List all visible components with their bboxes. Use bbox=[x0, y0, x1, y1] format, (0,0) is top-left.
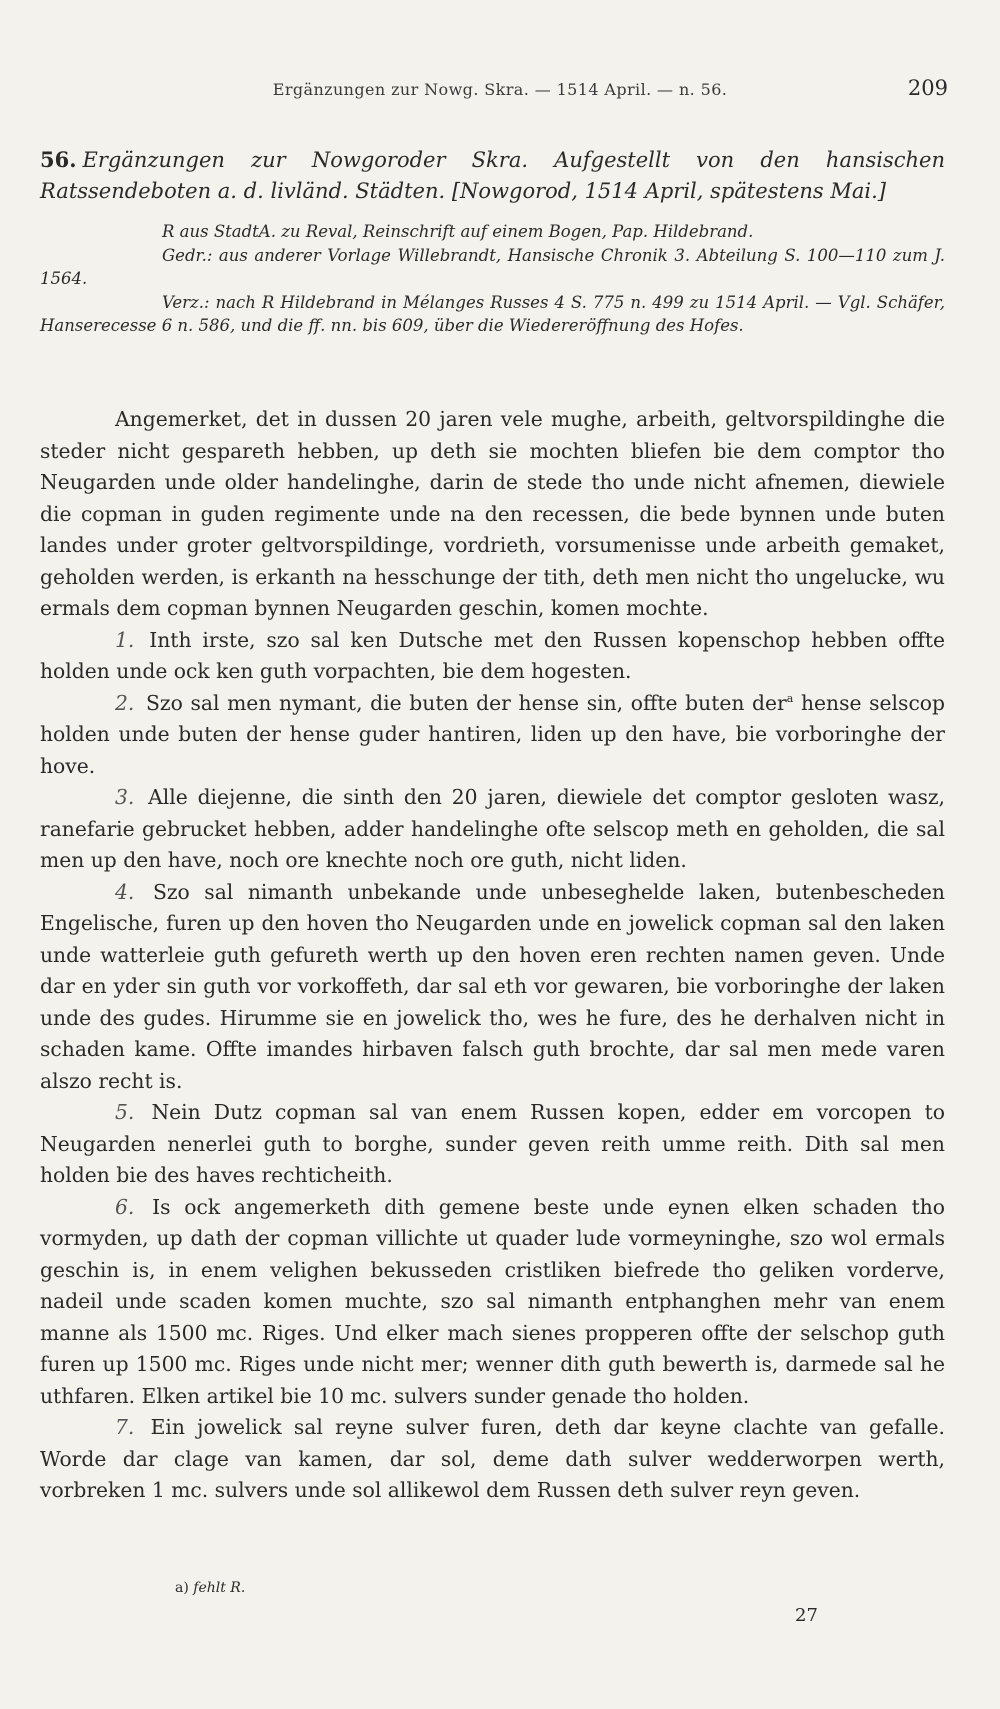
article-number: 4. bbox=[115, 879, 135, 904]
article-text: Alle diejenne, die sinth den 20 jaren, diewiele det comptor gesloten wasz, ranefarie gebrucket hebben, adder handelinghe ofte selscop meth en geholden, die sal men up den have, noch ore knechte noch ore guth, nicht liden. bbox=[40, 785, 945, 872]
document-title: Ergänzungen zur Nowgoroder Skra. Aufgestellt von den hansischen Ratssendeboten a. d. livländ. Städten. [Nowgorod, 1514 April, spätestens Mai.] bbox=[40, 148, 945, 203]
article-3 bbox=[40, 782, 945, 877]
footnote-marker: a bbox=[786, 691, 794, 705]
apparatus-printed: Gedr.: aus anderer Vorlage Willebrandt, Hansische Chronik 3. Abteilung S. 100—110 zum J. 1564. bbox=[40, 245, 945, 288]
article-2 bbox=[40, 688, 945, 783]
article-7 bbox=[40, 1412, 945, 1507]
apparatus-source: R aus StadtA. zu Reval, Reinschrift auf einem Bogen, Pap. Hildebrand. bbox=[162, 222, 754, 241]
document-heading bbox=[40, 144, 945, 207]
article-4 bbox=[40, 877, 945, 1098]
article-number: 1. bbox=[115, 627, 135, 652]
article-number: 5. bbox=[115, 1100, 135, 1124]
document-number: 56. bbox=[40, 147, 77, 172]
page-number: 209 bbox=[907, 76, 948, 100]
article-number: 3. bbox=[115, 785, 135, 809]
article-text: Nein Dutz copman sal van enem Russen kopen, edder em vorcopen to Neugarden nenerlei guth to borghe, sunder geven reith umme reith. Dith sal men holden bie des haves rechticheith. bbox=[40, 1100, 945, 1187]
page-header bbox=[52, 76, 948, 110]
document-body bbox=[40, 404, 945, 1507]
article-number: 7. bbox=[115, 1415, 135, 1439]
intro-paragraph: Angemerket, det in dussen 20 jaren vele mughe, arbeith, geltvorspildinghe die steder nicht gespareth hebben, up deth sie mochten bliefen bie dem comptor tho Neugarden unde older handelinghe, darin de stede tho unde nicht afnemen, diewiele die copman in guden regimente unde na den recessen, die bede bynnen unde buten landes under groter geltvorspildinge, vordrieth, vorsumenisse unde arbeith gemaket, geholden werden, is erkanth na hesschunge der tith, deth men nicht tho ungelucke, wu ermals dem copman bynnen Neugarden geschin, komen mochte. bbox=[40, 407, 945, 620]
footnote-mark: a) bbox=[175, 1580, 189, 1596]
article-number: 6. bbox=[115, 1194, 135, 1219]
apparatus-register: Verz.: nach R Hildebrand in Mélanges Russes 4 S. 775 n. 499 zu 1514 April. — Vgl. Schäfer, Hanserecesse 6 n. 586, und die ff. nn. bis 609, über die Wiedereröffnung des Hofes. bbox=[40, 292, 945, 335]
article-5 bbox=[40, 1097, 945, 1192]
article-text: Ein jowelick sal reyne sulver furen, deth dar keyne clachte van gefalle. Worde dar clage van kamen, dar sol, deme dath sulver wedderworpen werth, vorbreken 1 mc. sulvers unde sol allikewol dem Russen deth sulver reyn geven. bbox=[40, 1415, 945, 1502]
footnote bbox=[175, 1580, 245, 1596]
signature-mark: 27 bbox=[795, 1605, 818, 1626]
running-head: Ergänzungen zur Nowg. Skra. — 1514 April. — n. 56. bbox=[272, 80, 728, 99]
article-text: Inth irste, szo sal ken Dutsche met den Russen kopenschop hebben offte holden unde ock ken guth vorpachten, bie dem hogesten. bbox=[40, 627, 946, 683]
article-text: Szo sal nimanth unbekande unde unbeseghelde laken, butenbescheden Engelische, furen up den hoven tho Neugarden unde en jowelick copman sal den laken unde watterleie guth gefureth werth up den hoven eren rechten namen geven. Unde dar en yder sin guth vor vorkoffeth, dar sal eth vor gewaren, bie vorboringhe der laken unde des gudes. Hirumme sie en jowelick tho, wes he fure, des he derhalven nicht in schaden kame. Offte imandes hirbaven falsch guth brochte, dar sal men mede varen alszo recht is. bbox=[40, 879, 945, 1093]
article-text: Is ock angemerketh dith gemene beste unde eynen elken schaden tho vormyden, up dath der copman villichte ut quader lude vormeyninghe, szo wol ermals geschin is, in enem velighen bekusseden cristliken biefrede tho geliken vorderve, nadeil unde scaden komen muchte, szo sal nimanth entphanghen mehr van enem manne als 1500 mc. Riges. Und elker mach sienes propperen offte der selschop guth furen up 1500 mc. Riges unde nicht mer; wenner dith guth bewerth is, darmede sal he uthfaren. Elken artikel bie 10 mc. sulvers sunder genade tho holden. bbox=[40, 1194, 945, 1408]
article-text-cont: hense selscop holden unde buten der hense guder hantiren, liden up den have, bie vorboringhe der hove. bbox=[40, 690, 945, 778]
article-text: Szo sal men nymant, die buten der hense sin, offte buten der bbox=[146, 690, 787, 715]
critical-apparatus bbox=[40, 220, 945, 338]
footnote-text: fehlt R. bbox=[193, 1580, 246, 1596]
article-1 bbox=[40, 625, 945, 688]
article-6 bbox=[40, 1192, 945, 1413]
article-number: 2. bbox=[115, 690, 135, 715]
